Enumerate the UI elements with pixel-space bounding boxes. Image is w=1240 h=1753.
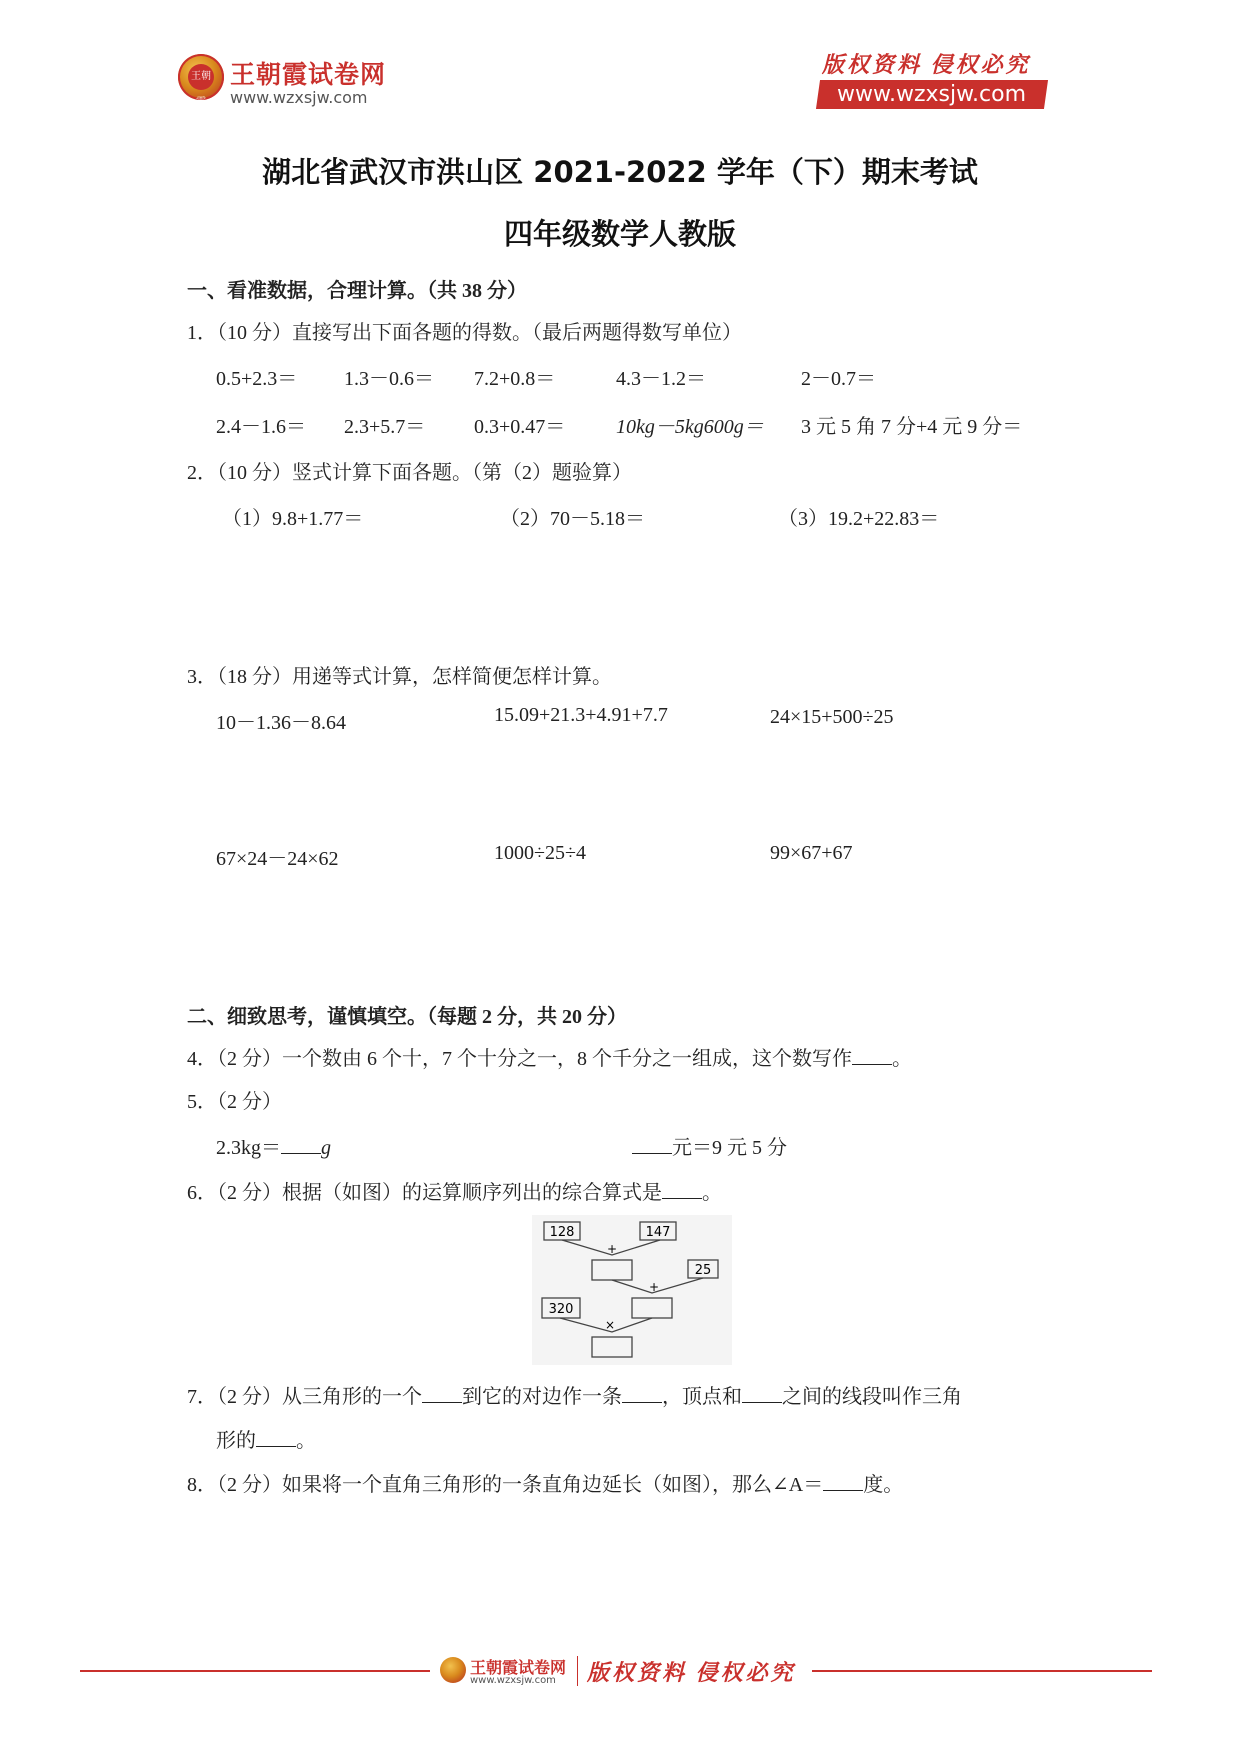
q3-item: 24×15+500÷25 [770,706,894,728]
footer-divider-right [812,1670,1152,1672]
q8-end: 度。 [863,1474,904,1496]
q1-item: 2－0.7＝ [801,368,876,390]
q1-item: 0.5+2.3＝ [216,368,298,390]
exam-subtitle: 四年级数学人教版 [503,217,736,251]
answer-blank[interactable] [742,1384,782,1403]
diagram-number: 147 [645,1225,671,1240]
question-7 [187,1380,962,1409]
diagram-number: 128 [549,1225,575,1240]
q2-item: （2）70－5.18＝ [500,508,645,530]
site-url-banner [816,80,1048,109]
question-7-continued [216,1424,316,1453]
footer-slogan: 版权资料 侵权必究 [587,1660,796,1685]
q4-end: 。 [892,1048,912,1070]
q7-text: 形的 [216,1430,256,1452]
q3-item: 67×24－24×62 [216,848,339,870]
q7-text: ，顶点和 [662,1386,742,1408]
exam-title: 湖北省武汉市洪山区 2021-2022 学年（下）期末考试 [262,155,978,189]
q3-item: 1000÷25÷4 [494,842,586,864]
q1-item: 10kg－5kg600g＝ [616,416,764,438]
diagram-number: 25 [694,1263,712,1278]
question-6 [187,1176,722,1205]
brand-name: 王朝霞试卷网 [230,60,387,89]
diagram-operator: × [604,1318,616,1332]
footer-separator [577,1656,578,1686]
diagram-operator: + [648,1280,660,1294]
q6-end: 。 [702,1182,722,1204]
q3-item: 10－1.36－8.64 [216,712,346,734]
answer-blank[interactable] [422,1384,462,1403]
brand-logo-icon [178,54,224,108]
q7-text: 到它的对边作一条 [462,1386,622,1408]
question-1-stem: 1．（10 分）直接写出下面各题的得数。（最后两题得数写单位） [187,322,742,344]
footer-brand-name: 王朝霞试卷网 [470,1658,567,1677]
diagram-number: 320 [548,1302,574,1317]
q1-item: 7.2+0.8＝ [474,368,556,390]
q7-text: 。 [296,1430,316,1452]
q5-left-text: 2.3kg＝ [216,1137,281,1159]
operation-flow-diagram [532,1215,732,1365]
q7-text: 7．（2 分）从三角形的一个 [187,1386,422,1408]
brand-url: www.wzxsjw.com [230,88,368,107]
section-2-heading: 二、细致思考，谨慎填空。（每题 2 分，共 20 分） [187,1006,627,1028]
question-5-stem: 5．（2 分） [187,1091,282,1113]
footer-divider-left [80,1670,430,1672]
answer-blank[interactable] [622,1384,662,1403]
answer-blank[interactable] [256,1428,296,1447]
answer-blank[interactable] [852,1046,892,1065]
q2-item: （3）19.2+22.83＝ [778,508,940,530]
q5-right-text: 元＝9 元 5 分 [672,1137,787,1159]
q7-text: 之间的线段叫作三角 [782,1386,962,1408]
q8-text: 8．（2 分）如果将一个直角三角形的一条直角边延长（如图），那么∠A＝ [187,1474,824,1496]
question-3-stem: 3．（18 分）用递等式计算，怎样简便怎样计算。 [187,666,612,688]
q5-left [216,1131,331,1160]
diagram-operator: + [606,1242,618,1256]
question-4 [187,1042,912,1071]
answer-blank[interactable] [662,1180,702,1199]
question-2-stem: 2．（10 分）竖式计算下面各题。（第（2）题验算） [187,462,632,484]
section-1-heading: 一、看准数据，合理计算。（共 38 分） [187,280,527,302]
footer-brand-url: www.wzxsjw.com [470,1675,556,1686]
q1-item: 2.4－1.6＝ [216,416,306,438]
q3-item: 99×67+67 [770,842,853,864]
q2-item: （1）9.8+1.77＝ [222,508,364,530]
answer-blank[interactable] [823,1472,863,1491]
site-url-text: www.wzxsjw.com [837,82,1027,107]
q3-item: 15.09+21.3+4.91+7.7 [494,704,668,726]
q1-item: 0.3+0.47＝ [474,416,566,438]
copyright-slogan: 版权资料 侵权必究 [822,52,1031,77]
q5-right [632,1131,787,1160]
q1-item: 4.3－1.2＝ [616,368,706,390]
q1-item: 2.3+5.7＝ [344,416,426,438]
q1-item: 3 元 5 角 7 分+4 元 9 分＝ [801,416,1023,438]
footer-logo-icon [440,1657,466,1683]
answer-blank[interactable] [281,1135,321,1154]
question-8 [187,1468,903,1497]
q1-item: 1.3－0.6＝ [344,368,434,390]
logo-badge-text: 王朝霞 [188,64,214,90]
q6-text: 6．（2 分）根据（如图）的运算顺序列出的综合算式是 [187,1182,662,1204]
q5-unit: g [321,1137,331,1159]
answer-blank[interactable] [632,1135,672,1154]
q4-text: 4．（2 分）一个数由 6 个十，7 个十分之一，8 个千分之一组成，这个数写作 [187,1048,852,1070]
